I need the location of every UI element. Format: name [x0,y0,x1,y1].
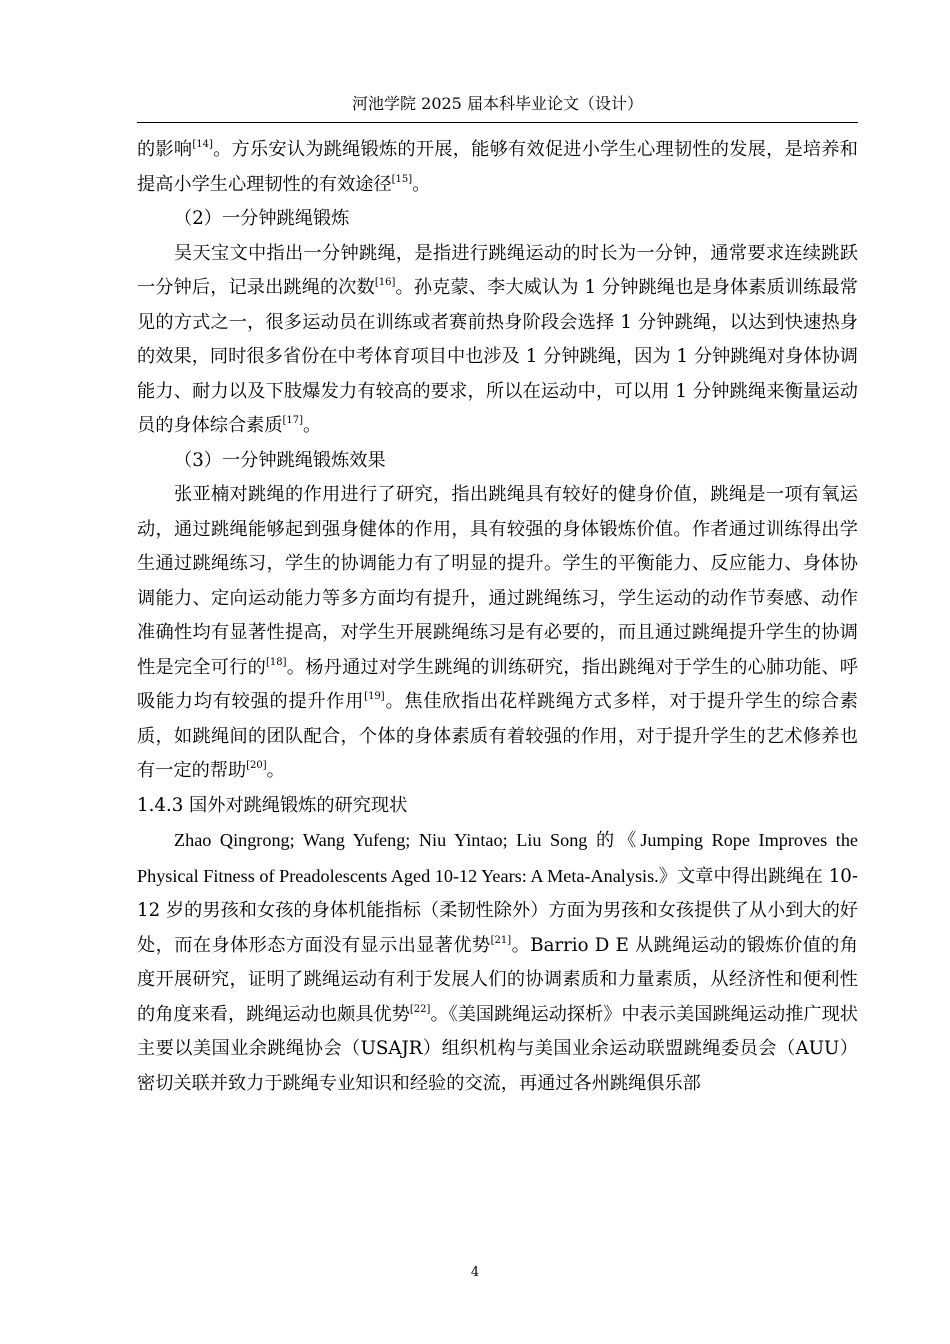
text-run-english: Zhao Qingrong; Wang Yufeng; Niu Yintao; Liu Song 的《Jumping Rope Improves the Physical Fitness of Preadolescents Aged 10-12 Years: A Meta-Analysis.》 [137,830,858,886]
text-run: 文章中得出跳绳在 10-12 岁的男孩和女孩的身体机能指标（柔韧性除外）方面为男孩和女孩提供了从小到大的好处，而在身体形态方面没有显示出显著优势 [137,865,858,956]
citation-ref: [21] [490,934,512,946]
paragraph-continued [137,133,858,202]
text-run: 。焦佳欣指出花样跳绳方式多样，对于提升学生的综合素质，如跳绳间的团队配合，个体的身体素质有着较强的作用，对于提升学生的艺术修养也有一定的帮助 [137,691,858,781]
section-heading-1-4-3: 1.4.3 国外对跳绳锻炼的研究现状 [137,794,408,816]
citation-ref: [16] [374,277,396,288]
header-rule [137,122,858,123]
subsection-heading-2: （2）一分钟跳绳锻炼 [174,208,350,229]
paragraph [137,237,858,444]
citation-ref: [15] [391,173,413,185]
text-run: 。杨丹通过对学生跳绳的训练研究，指出跳绳对于学生的心肺功能、呼吸能力均有较强的提升作用 [137,656,858,712]
text-run: 。 [412,173,431,195]
page-number: 4 [470,1265,480,1280]
paragraph [137,823,858,1101]
citation-ref: [14] [192,139,213,150]
citation-ref: [17] [282,415,304,426]
citation-ref: [20] [246,760,267,771]
subsection-heading-3: （3）一分钟跳绳锻炼效果 [174,449,386,471]
text-run: 。 [266,760,285,781]
body-text [137,133,858,1101]
paragraph [137,478,858,789]
text-run: 吴天宝文中指出一分钟跳绳，是指进行跳绳运动的时长为一分钟，通常要求连续跳跃一分钟后，记录出跳绳的次数 [137,242,858,298]
text-run: 。Barrio D E 从跳绳运动的锻炼价值的角度开展研究，证明了跳绳运动有利于发展人们的协调素质和力量素质，从经济性和便利性的角度来看，跳绳运动也颇具优势 [137,934,858,1025]
text-run: 。 [303,415,322,436]
citation-ref: [19] [364,691,385,702]
text-run: 。方乐安认为跳绳锻炼的开展，能够有效促进小学生心理韧性的发展，是培养和提高小学生心理韧性的有效途径 [137,139,858,195]
citation-ref: [18] [266,656,287,668]
text-run: 。《美国跳绳运动探析》中表示美国跳绳运动推广现状主要以美国业余跳绳协会（USAJR）组织机构与美国业余运动联盟跳绳委员会（AUU）密切关联并致力于跳绳专业知识和经验的交流，再通过各州跳绳俱乐部 [137,1003,858,1094]
text-run: 张亚楠对跳绳的作用进行了研究，指出跳绳具有较好的健身价值，跳绳是一项有氧运动，通过跳绳能够起到强身健体的作用，具有较强的身体锻炼价值。作者通过训练得出学生通过跳绳练习，学生的协调能力有了明显的提升。学生的平衡能力、反应能力、身体协调能力、定向运动能力等多方面均有提升，通过跳绳练习，学生运动的动作节奏感、动作准确性均有显著性提高，对学生开展跳绳练习是有必要的，而且通过跳绳提升学生的协调性是完全可行的 [137,484,858,678]
text-run: 的影响 [137,139,193,160]
running-header: 河池学院 2025 届本科毕业论文（设计） [352,94,643,113]
text-run: 。孙克蒙、李大威认为 1 分钟跳绳也是身体素质训练最常见的方式之一，很多运动员在训练或者赛前热身阶段会选择 1 分钟跳绳，以达到快速热身的效果，同时很多省份在中考体育项目中也涉及 1 分钟跳绳，因为 1 分钟跳绳对身体协调能力、耐力以及下肢爆发力有较高的要求，所以在运动中，可以用 1 分钟跳绳来衡量运动员的身体综合素质 [137,277,858,436]
citation-ref: [22] [409,1003,431,1015]
